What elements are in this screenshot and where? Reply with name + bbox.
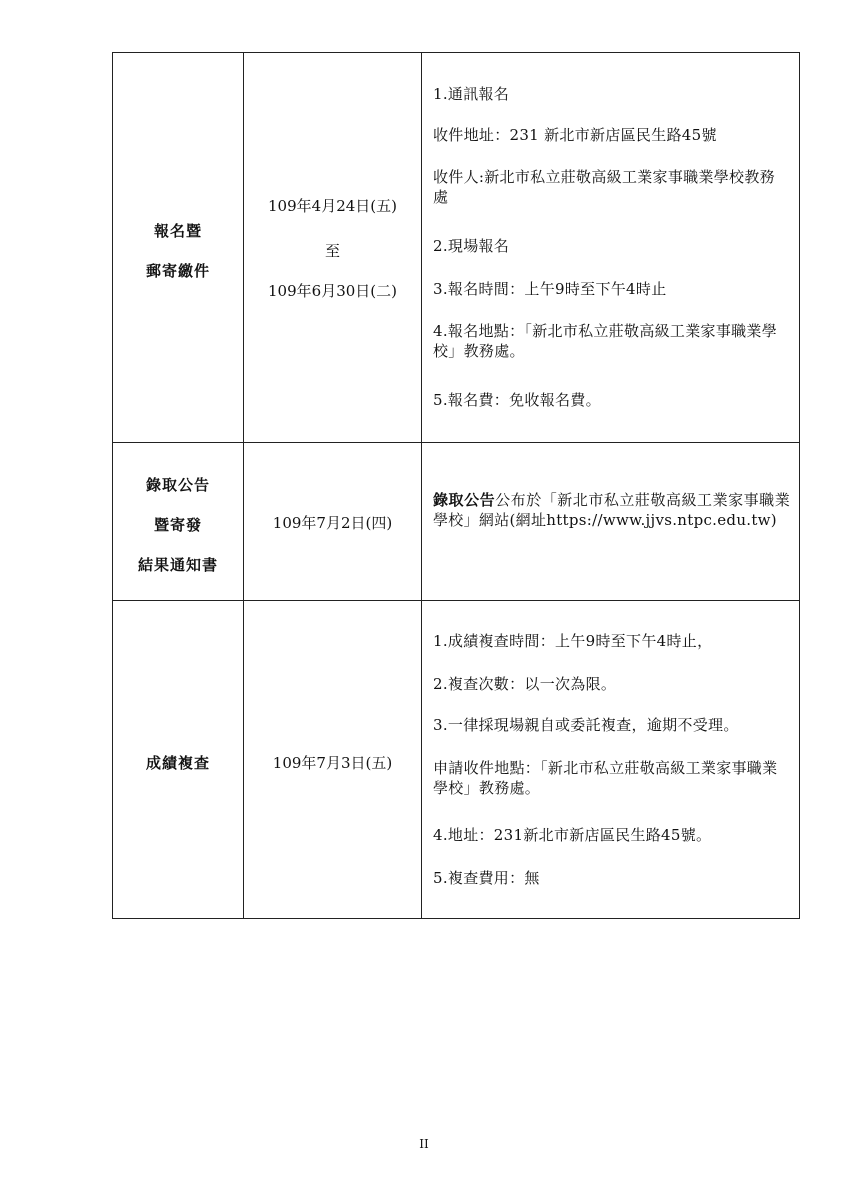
detail-line: 3.一律採現場親自或委託複查，逾期不受理。	[433, 716, 739, 734]
detail-paragraph	[433, 490, 790, 530]
detail-line: 5.複查費用：無	[433, 869, 540, 887]
row-title-line: 報名暨	[153, 222, 202, 240]
highlight-label: 錄取公告	[433, 491, 496, 509]
row-title-cell	[113, 53, 244, 442]
detail-cell	[422, 601, 799, 918]
detail-cell	[422, 443, 799, 600]
date-separator: 至	[324, 242, 340, 260]
detail-line: 4.報名地點：「新北市私立莊敬高級工業家事職業學校」教務處。	[433, 322, 778, 360]
row-title-line: 錄取公告	[145, 476, 210, 494]
table-row-admission	[113, 442, 799, 600]
date-cell	[244, 53, 422, 442]
table-row-registration	[113, 53, 799, 442]
date-start: 109年4月24日(五)	[268, 197, 397, 215]
detail-line: 2.現場報名	[433, 237, 510, 255]
table-row-review	[113, 600, 799, 918]
detail-line: 4.地址：231新北市新店區民生路45號。	[433, 826, 712, 844]
date-value: 109年7月2日(四)	[272, 514, 393, 532]
date-end: 109年6月30日(二)	[268, 282, 397, 300]
row-title-line: 郵寄繳件	[145, 262, 210, 280]
date-cell	[244, 443, 422, 600]
detail-line: 申請收件地點：「新北市私立莊敬高級工業家事職業學校」教務處。	[433, 759, 778, 797]
row-title-cell	[113, 601, 244, 918]
detail-cell	[422, 53, 799, 442]
date-value: 109年7月3日(五)	[272, 754, 393, 772]
detail-line: 1.通訊報名	[433, 85, 510, 103]
detail-line: 3.報名時間：上午9時至下午4時止	[433, 280, 667, 298]
row-title-line: 結果通知書	[137, 556, 218, 574]
row-title-line: 暨寄發	[153, 516, 202, 534]
detail-line: 5.報名費：免收報名費。	[433, 391, 601, 409]
schedule-table	[112, 52, 800, 919]
detail-line: 2.複查次數：以一次為限。	[433, 675, 617, 693]
detail-line: 收件人:新北市私立莊敬高級工業家事職業學校教務處	[433, 168, 775, 206]
detail-line: 收件地址：231 新北市新店區民生路45號	[433, 126, 717, 144]
row-title-line: 成績複查	[145, 754, 210, 772]
detail-line: 1.成績複查時間：上午9時至下午4時止，	[433, 632, 713, 650]
date-cell	[244, 601, 422, 918]
page-number: II	[419, 1137, 429, 1151]
detail-body: 公布於「新北市私立莊敬高級工業家事職業學校」網站(網址https://www.jjvs.ntpc.edu.tw)	[433, 491, 791, 529]
row-title-cell	[113, 443, 244, 600]
